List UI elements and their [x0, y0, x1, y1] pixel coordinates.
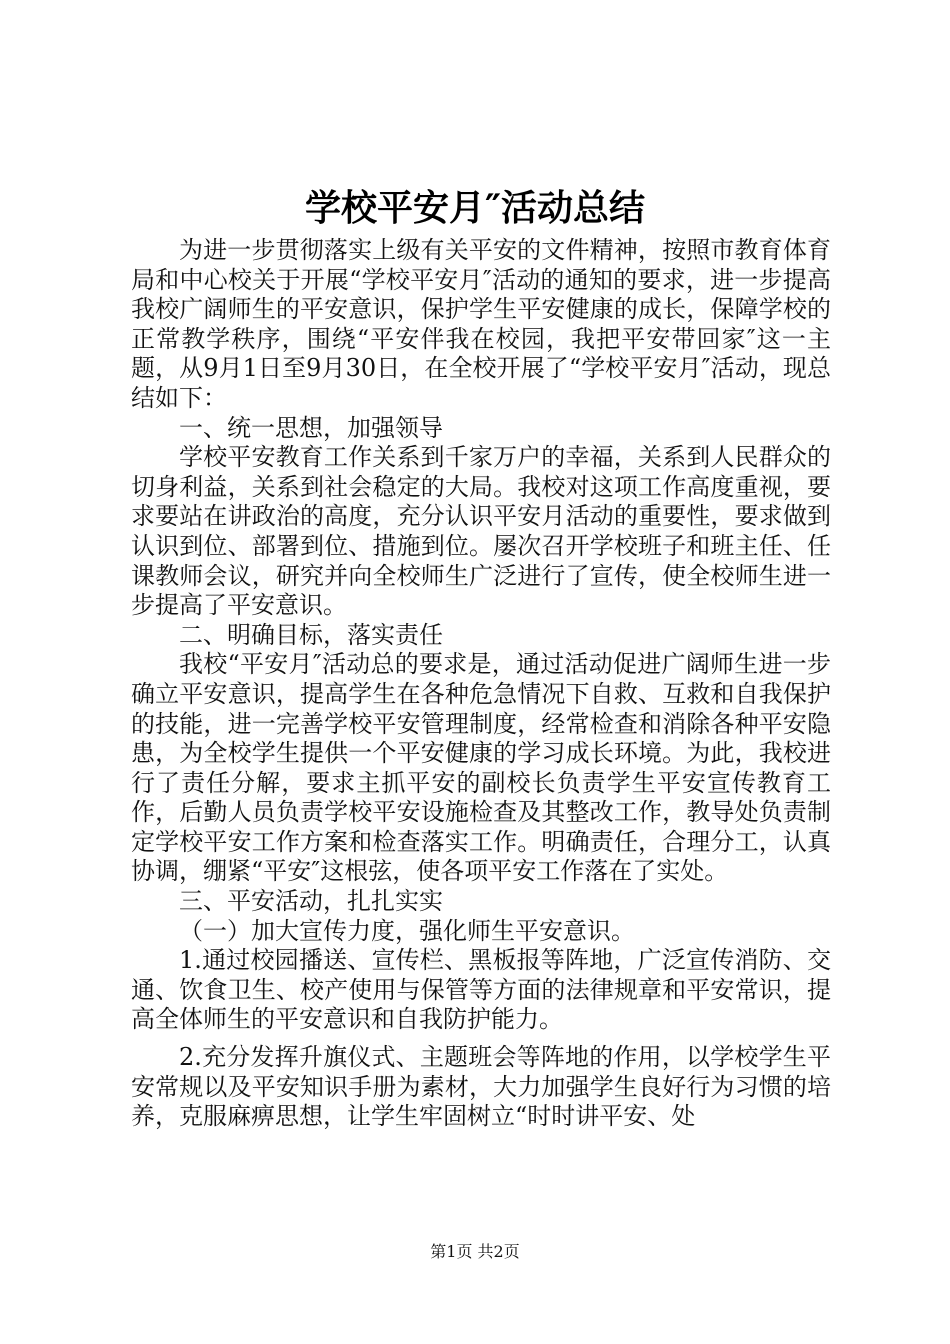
- paragraph-section-2: 我校“平安月″活动总的要求是，通过活动促进广阔师生进一步确立平安意识，提高学生在各种危急情况下自救、互救和自我保护的技能，进一完善学校平安管理制度，经常检查和消除各种平安隐患，为全校学生提供一个平安健康的学习成长环境。为此，我校进行了责任分解，要求主抓平安的副校长负责学生平安宣传教育工作，后勤人员负责学校平安设施检查及其整改工作，教导处负责制定学校平安工作方案和检查落实工作。明确责任，合理分工，认真协调，绷紧“平安″这根弦，使各项平安工作落在了实处。: [131, 650, 831, 886]
- section-heading-1: 一、统一思想，加强领导: [179, 413, 443, 442]
- section-heading-3: 三、平安活动，扎扎实实: [179, 887, 443, 916]
- document-body: [131, 236, 831, 1132]
- document-title: 学校平安月″活动总结: [304, 187, 646, 229]
- paragraph-section-1: 学校平安教育工作关系到千家万户的幸福，关系到人民群众的切身利益，关系到社会稳定的大局。我校对这项工作高度重视，要求要站在讲政治的高度，充分认识平安月活动的重要性，要求做到认识到位、部署到位、措施到位。屡次召开学校班子和班主任、任课教师会议，研究并向全校师生广泛进行了宣传，使全校师生进一步提高了平安意识。: [131, 443, 831, 620]
- section-heading-2: 二、明确目标，落实责任: [179, 620, 443, 649]
- paragraph-intro: 为进一步贯彻落实上级有关平安的文件精神，按照市教育体育局和中心校关于开展“学校平安月″活动的通知的要求，进一步提高我校广阔师生的平安意识，保护学生平安健康的成长，保障学校的正常教学秩序，围绕“平安伴我在校园，我把平安带回家″这一主题，从9月1日至9月30日，在全校开展了“学校平安月″活动，现总结如下：: [131, 236, 831, 412]
- list-item-2: 2.充分发挥升旗仪式、主题班会等阵地的作用，以学校学生平安常规以及平安知识手册为素材，大力加强学生良好行为习惯的培养，克服麻痹思想，让学生牢固树立“时时讲平安、处: [131, 1043, 831, 1131]
- list-item-1: 1.通过校园播送、宣传栏、黑板报等阵地，广泛宣传消防、交通、饮食卫生、校产使用与保管等方面的法律规章和平安常识，提高全体师生的平安意识和自我防护能力。: [131, 946, 831, 1034]
- subsection-heading-1: （一）加大宣传力度，强化师生平安意识。: [179, 916, 635, 945]
- page-footer: 第1页 共2页: [430, 1242, 520, 1261]
